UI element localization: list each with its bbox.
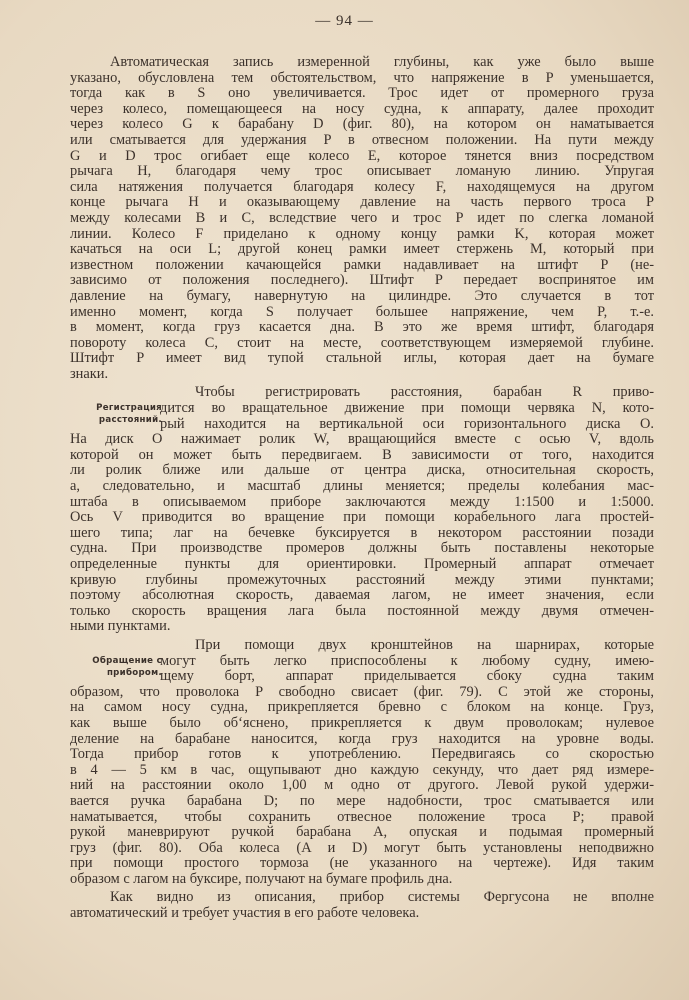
text-line: деление на барабане наносится, когда груз находится на уровне воды. xyxy=(70,730,654,747)
text-line: ний на расстоянии около 1,00 м одно от другого. Левой рукой удержи- xyxy=(70,777,654,794)
body-text xyxy=(70,55,654,925)
text-line: вается ручка барабана D; по мере надобности, трос сматывается или xyxy=(70,792,654,809)
text-line: указано, обусловлена тем обстоятельством, что напряжение в P уменьшается, xyxy=(70,69,654,86)
text-line: знаки. xyxy=(70,365,109,382)
text-line: рукой маневрируют ручкой барабана A, опуская и подымая промерный xyxy=(70,824,654,841)
text-line: образом с лагом на буксире, получают на бумаге профиль дна. xyxy=(70,870,453,887)
text-line: которой он может быть передвигаем. В зависимости от того, находится xyxy=(70,446,654,463)
margin-note-line: расстояний. xyxy=(98,415,162,425)
text-line: Тогда прибор готов к употреблению. Передвигаясь со скоростью xyxy=(70,746,654,763)
text-line: определенные пункты для ориентировки. Промерный аппарат отмечает xyxy=(70,556,654,572)
text-line: зависимо от положения последнего). Штифт P передает воспринятое им xyxy=(70,272,654,289)
text-line: тогда как в S оно увеличивается. Трос идет от промерного груза xyxy=(70,85,654,102)
text-line: ли ролик ближе или дальше от центра диска, относительная скорость, xyxy=(70,462,654,479)
text-line: сила натяжения получается благодаря колесу F, находящемуся на другом xyxy=(70,178,654,195)
text-line: в момент, когда груз касается дна. В это же время штифт, благодаря xyxy=(70,319,654,336)
text-line: через колесо G к барабану D (фиг. 80), на котором он наматывается xyxy=(70,116,654,133)
text-line: повороту колеса C, стоит на месте, соответствующем измеряемой глубине. xyxy=(70,334,654,351)
text-line: груз (фиг. 80). Оба колеса (A и D) могут быть установлены неподвижно xyxy=(70,839,654,856)
text-line: автоматический и требует участия в его работе человека. xyxy=(70,905,420,922)
text-line: могут быть легко приспособлены к любому судну, имею- xyxy=(160,652,654,669)
text-line: рычага H, благодаря чему трос описывает ломаную линию. Упругая xyxy=(70,163,654,180)
text-line: давление на бумагу, навернутую на цилиндре. Это случается в тот xyxy=(70,287,654,304)
text-line: Чтобы регистрировать расстояния, барабан R приво- xyxy=(195,384,654,401)
text-line: или сматывается для удержания P в отвесном положении. На пути между xyxy=(70,131,654,148)
paragraph xyxy=(70,890,654,921)
text-line: Ось V приводится во вращение при помощи корабельного лага простей- xyxy=(70,509,654,526)
text-line: Автоматическая запись измеренной глубины, как уже было выше xyxy=(110,54,654,70)
text-line: поэтому абсолютная скорость, даваемая лагом, не имеет значения, если xyxy=(70,587,654,604)
text-line: а, следовательно, и масштаб длины меняется; пределы колебания мас- xyxy=(70,478,654,495)
text-line: ными пунктами. xyxy=(70,618,171,635)
text-line: как выше было об‘яснено, прикрепляется к двум проволокам; нулевое xyxy=(70,714,654,731)
text-line: качаться на оси L; другой конец рамки имеет стержень M, который при xyxy=(70,241,654,258)
text-line: в 4 — 5 км в час, ощупывают дно каждую секунду, что дает ряд измере- xyxy=(70,761,654,778)
text-line: только скорость вращения лага была постоянной между двумя отмечен- xyxy=(70,602,654,619)
text-line: наматывается, чтобы сохранить отвесное положение троса P; правой xyxy=(70,808,654,825)
margin-note xyxy=(70,655,162,679)
text-line: кривую глубины промежуточных расстояний между этими пунктами; xyxy=(70,571,654,588)
paragraph xyxy=(70,55,654,382)
text-line: известном положении качающейся рамки надавливает на штифт P (не- xyxy=(70,256,654,273)
text-line: судна. При производстве промеров должны быть поставлены некоторые xyxy=(70,540,654,557)
text-line: на самом носу судна, прикрепляется бревно с блоком на конце. Груз, xyxy=(70,699,654,716)
text-line: На диск O нажимает ролик W, вращающийся вместе с осью V, вдоль xyxy=(70,431,654,448)
text-line: между колесами B и C, вследствие чего и трос P идет по слегка ломаной xyxy=(70,209,654,226)
text-line: Как видно из описания, прибор системы Фергусона не вполне xyxy=(110,889,654,906)
text-line: линии. Колесо F приделано к одному концу рамки K, которая может xyxy=(70,225,654,242)
page-number: — 94 — xyxy=(315,13,374,29)
text-line: дится во вращательное движение при помощи червяка N, кото- xyxy=(160,400,654,417)
text-line: щему борт, аппарат приделывается сбоку судна таким xyxy=(160,668,654,685)
text-line: через колесо, помещающееся на носу судна, к аппарату, далее проходит xyxy=(70,100,654,117)
text-line: именно момент, когда S получает большее напряжение, чем P, т.-е. xyxy=(70,303,654,320)
text-line: при помощи простого тормоза (не указанного на чертеже). Идя таким xyxy=(70,855,654,872)
text-line: шего типа; лаг на бечевке буксируется в некотором расстоянии позади xyxy=(70,524,654,541)
text-line: штаба в описываемом приборе заключаются между 1:1500 и 1:5000. xyxy=(70,493,654,510)
text-line: рый находится на вертикальной оси горизонтального диска O. xyxy=(160,415,654,432)
margin-note-line: Обращение с xyxy=(92,656,162,666)
text-line: образом, что проволока P свободно свисает (фиг. 79). С этой же стороны, xyxy=(70,683,654,700)
text-line: Штифт P имеет вид тупой стальной иглы, которая дает на бумаге xyxy=(70,350,654,367)
margin-note xyxy=(70,402,162,426)
margin-note-line: прибором. xyxy=(106,668,162,678)
text-line: конце рычага H и оказывающему давление на часть первого троса P xyxy=(70,194,654,211)
margin-note-line: Регистрация xyxy=(96,403,162,413)
text-line: При помощи двух кронштейнов на шарнирах, которые xyxy=(195,636,654,653)
text-line: G и D трос огибает еще колесо E, которое тянется вниз посредством xyxy=(70,147,654,164)
